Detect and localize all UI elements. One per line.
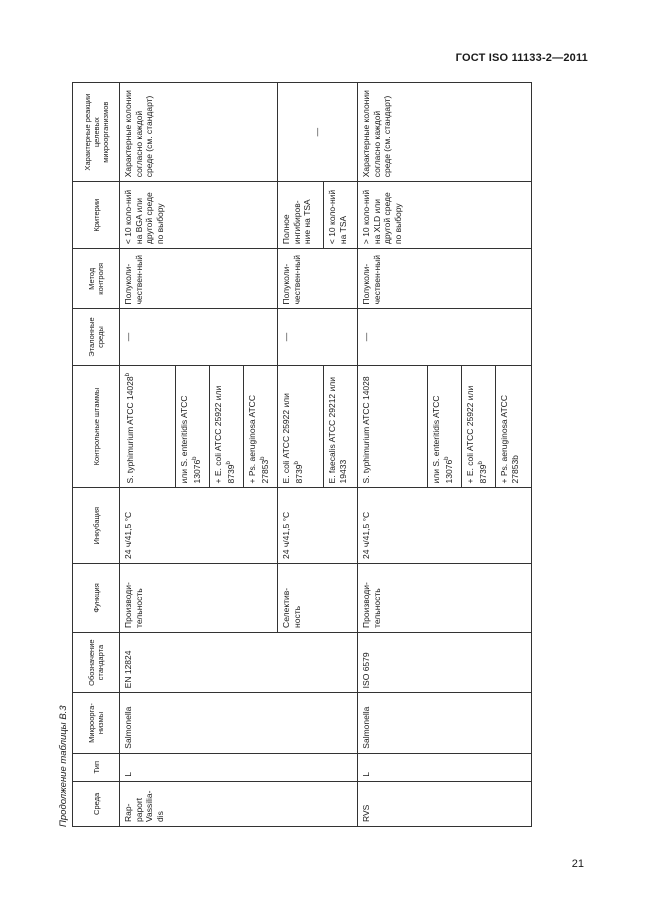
col-header: Инкубация (73, 488, 120, 563)
table-row (358, 83, 428, 827)
cell-strain: + Ps. aeruginosa ATCC 27853$^b$ (244, 365, 278, 488)
cell-reactions: Характерные колонии согласно каждой среде (см. стандарт) (358, 83, 532, 182)
document-header: ГОСТ ISO 11133-2—2011 (455, 52, 588, 64)
cell-strain: S. typhimurium ATCC 14028 (358, 365, 428, 488)
cell-strain: E. faecalis ATCC 29212 или 19433 (324, 365, 358, 488)
table-row (120, 83, 176, 827)
cell-method: Полуколи-чествен-ный (120, 249, 278, 309)
cell-standard: ISO 6579 (358, 632, 532, 692)
col-header: Тип (73, 753, 120, 781)
cell-strain: + E. coli ATCC 25922 или 8739$^b$ (210, 365, 244, 488)
cell-standard: EN 12824 (120, 632, 358, 692)
cell-strain: S. typhimurium ATCC 14028$^b$ (120, 365, 176, 488)
col-header: Критерии (73, 182, 120, 249)
cell-reference: — (278, 309, 358, 365)
col-header: Микроорга-низмы (73, 693, 120, 753)
cell-strain: E. coli ATCC 25922 или 8739$^b$ (278, 365, 324, 488)
cell-incubation: 24 ч/41,5 °C (278, 488, 358, 563)
cell-incubation: 24 ч/41,5 °C (120, 488, 278, 563)
table-header-row (73, 83, 120, 827)
cell-reference: — (120, 309, 278, 365)
page-number: 21 (571, 858, 584, 870)
cell-type: L (358, 753, 532, 781)
col-header: Эталонные среды (73, 309, 120, 365)
col-header: Метод контроля (73, 249, 120, 309)
cell-function: Производи-тельность (358, 563, 532, 632)
cell-strain: или S. enteritidis ATCC 13076$^b$ (176, 365, 210, 488)
col-header: Характерные реакции целевых микроорганизмов (73, 83, 120, 182)
cell-strain: или S. enteritidis ATCC 13076$^b$ (428, 365, 462, 488)
col-header: Среда (73, 781, 120, 826)
cell-method: Полуколи-чествен-ный (358, 249, 532, 309)
cell-strain: + Ps. aeruginosa ATCC 27853b (496, 365, 532, 488)
cell-function: Производи-тельность (120, 563, 278, 632)
cell-criteria: > 10 коло-ний на XLD или другой среде по выбору (358, 182, 532, 249)
cell-criteria: < 10 коло-ний на BGA или другой среде по выбору (120, 182, 278, 249)
cell-method: Полуколи-чествен-ный (278, 249, 358, 309)
cell-organisms: Salmonella (358, 693, 532, 753)
col-header: Функция (73, 563, 120, 632)
cell-medium: Rap-paport Vassilia-dis (120, 781, 358, 826)
cell-type: L (120, 753, 358, 781)
media-table (72, 82, 532, 827)
col-header: Обозначение стандарта (73, 632, 120, 692)
cell-reactions: — (278, 83, 358, 182)
rotated-table-block (58, 82, 572, 827)
cell-criteria: Полное ингибиров-ние на TSA (278, 182, 324, 249)
cell-function: Селектив-ность (278, 563, 358, 632)
cell-incubation: 24 ч/41,5 °C (358, 488, 532, 563)
table-caption: Продолжение таблицы В.3 (58, 705, 69, 827)
cell-strain: + E. coli ATCC 25922 или 8739$^b$ (462, 365, 496, 488)
cell-reactions: Характерные колонии согласно каждой среде (см. стандарт) (120, 83, 278, 182)
cell-criteria: < 10 коло-ний на TSA (324, 182, 358, 249)
cell-reference: — (358, 309, 532, 365)
cell-organisms: Salmonella (120, 693, 358, 753)
col-header: Контрольные штаммы (73, 365, 120, 488)
cell-medium: RVS (358, 781, 532, 826)
